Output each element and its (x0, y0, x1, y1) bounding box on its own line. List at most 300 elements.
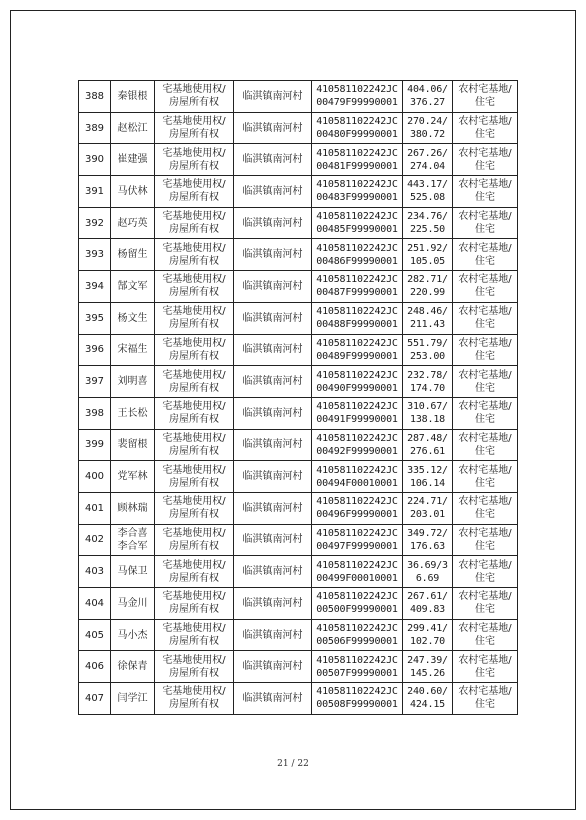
property-unit-code-line: 410581102242JC (316, 179, 398, 191)
land-usage-line: 住宅 (475, 192, 495, 204)
area-values-line: 251.92/ (407, 242, 448, 254)
right-type-line: 房屋所有权 (169, 699, 219, 711)
area-values-cell (403, 366, 453, 398)
area-values-line: 102.70 (410, 636, 445, 648)
area-values-line: 248.46/ (407, 306, 448, 318)
property-unit-code-line: 410581102242JC (316, 369, 398, 381)
land-usage-line: 农村宅基地/ (458, 559, 512, 571)
land-usage-line: 农村宅基地/ (458, 179, 512, 191)
owner-name-cell (111, 429, 155, 461)
right-type-cell (155, 176, 234, 208)
area-values-line: 174.70 (410, 382, 445, 394)
property-unit-code-line: 00500F99990001 (316, 604, 398, 616)
property-unit-code-cell (312, 112, 403, 144)
land-usage-cell (453, 239, 518, 271)
property-unit-code-line: 410581102242JC (316, 686, 398, 698)
land-usage-line: 住宅 (475, 414, 495, 426)
right-type-line: 宅基地使用权/ (162, 306, 226, 318)
table-row (79, 334, 518, 366)
table-row (79, 524, 518, 556)
table-row (79, 461, 518, 493)
location-cell: 临淇镇南河村 (234, 144, 312, 176)
area-values-cell (403, 239, 453, 271)
property-unit-code-line: 00483F99990001 (316, 192, 398, 204)
property-unit-code-cell (312, 556, 403, 588)
land-usage-cell (453, 492, 518, 524)
location-cell: 临淇镇南河村 (234, 271, 312, 303)
right-type-line: 宅基地使用权/ (162, 496, 226, 508)
right-type-line: 房屋所有权 (169, 255, 219, 267)
row-number-cell: 395 (79, 302, 111, 334)
location-cell: 临淇镇南河村 (234, 651, 312, 683)
right-type-line: 房屋所有权 (169, 97, 219, 109)
property-unit-code-line: 410581102242JC (316, 496, 398, 508)
right-type-line: 宅基地使用权/ (162, 147, 226, 159)
property-unit-code-line: 00485F99990001 (316, 224, 398, 236)
location-cell: 临淇镇南河村 (234, 556, 312, 588)
land-usage-line: 住宅 (475, 699, 495, 711)
owner-name-cell (111, 334, 155, 366)
property-unit-code-line: 00488F99990001 (316, 319, 398, 331)
row-number-cell: 390 (79, 144, 111, 176)
area-values-line: 404.06/ (407, 84, 448, 96)
area-values-line: 6.69 (415, 572, 440, 584)
right-type-line: 房屋所有权 (169, 509, 219, 521)
table-row (79, 176, 518, 208)
right-type-line: 房屋所有权 (169, 477, 219, 489)
right-type-line: 宅基地使用权/ (162, 369, 226, 381)
area-values-cell (403, 302, 453, 334)
area-values-line: 234.76/ (407, 211, 448, 223)
table-row (79, 366, 518, 398)
property-unit-code-line: 00499F00010001 (316, 572, 398, 584)
table-row (79, 302, 518, 334)
row-number-cell: 404 (79, 588, 111, 620)
property-registry-table (78, 80, 518, 715)
table-row (79, 207, 518, 239)
land-usage-line: 农村宅基地/ (458, 337, 512, 349)
owner-name-line: 党军林 (117, 471, 148, 483)
land-usage-cell (453, 683, 518, 715)
table-row (79, 429, 518, 461)
area-values-line: 424.15 (410, 699, 445, 711)
area-values-line: 106.14 (410, 477, 445, 489)
land-usage-cell (453, 302, 518, 334)
area-values-cell (403, 112, 453, 144)
right-type-line: 宅基地使用权/ (162, 274, 226, 286)
area-values-cell (403, 207, 453, 239)
land-usage-line: 住宅 (475, 445, 495, 457)
right-type-line: 房屋所有权 (169, 382, 219, 394)
owner-name-line: 赵松江 (117, 122, 148, 134)
property-unit-code-line: 410581102242JC (316, 116, 398, 128)
land-usage-cell (453, 651, 518, 683)
owner-name-line: 马金川 (117, 597, 148, 609)
right-type-line: 房屋所有权 (169, 572, 219, 584)
property-unit-code-line: 410581102242JC (316, 591, 398, 603)
right-type-line: 房屋所有权 (169, 287, 219, 299)
table-row (79, 112, 518, 144)
table-row (79, 651, 518, 683)
right-type-line: 宅基地使用权/ (162, 211, 226, 223)
property-unit-code-cell (312, 683, 403, 715)
land-usage-line: 住宅 (475, 509, 495, 521)
row-number-cell: 407 (79, 683, 111, 715)
property-unit-code-line: 410581102242JC (316, 242, 398, 254)
area-values-line: 409.83 (410, 604, 445, 616)
property-unit-code-cell (312, 651, 403, 683)
area-values-line: 36.69/3 (407, 559, 448, 571)
right-type-cell (155, 524, 234, 556)
area-values-line: 551.79/ (407, 337, 448, 349)
location-cell: 临淇镇南河村 (234, 239, 312, 271)
area-values-line: 335.12/ (407, 464, 448, 476)
property-unit-code-line: 00481F99990001 (316, 160, 398, 172)
owner-name-line: 秦银根 (117, 90, 148, 102)
owner-name-cell (111, 524, 155, 556)
table-row (79, 619, 518, 651)
land-usage-line: 住宅 (475, 636, 495, 648)
row-number-cell: 389 (79, 112, 111, 144)
land-usage-line: 农村宅基地/ (458, 464, 512, 476)
right-type-line: 房屋所有权 (169, 192, 219, 204)
row-number-cell: 392 (79, 207, 111, 239)
land-usage-line: 农村宅基地/ (458, 369, 512, 381)
land-usage-line: 农村宅基地/ (458, 211, 512, 223)
area-values-line: 443.17/ (407, 179, 448, 191)
right-type-line: 房屋所有权 (169, 129, 219, 141)
area-values-line: 247.39/ (407, 654, 448, 666)
land-usage-line: 住宅 (475, 540, 495, 552)
owner-name-cell (111, 366, 155, 398)
area-values-line: 276.61 (410, 445, 445, 457)
land-usage-cell (453, 397, 518, 429)
right-type-cell (155, 588, 234, 620)
area-values-cell (403, 588, 453, 620)
owner-name-cell (111, 144, 155, 176)
owner-name-cell (111, 619, 155, 651)
property-unit-code-cell (312, 397, 403, 429)
area-values-cell (403, 619, 453, 651)
table-row (79, 81, 518, 113)
land-usage-cell (453, 334, 518, 366)
row-number-cell: 391 (79, 176, 111, 208)
row-number-cell: 397 (79, 366, 111, 398)
owner-name-cell (111, 112, 155, 144)
property-unit-code-cell (312, 492, 403, 524)
area-values-line: 145.26 (410, 667, 445, 679)
area-values-line: 232.78/ (407, 369, 448, 381)
area-values-line: 525.08 (410, 192, 445, 204)
property-unit-code-cell (312, 144, 403, 176)
row-number-cell: 393 (79, 239, 111, 271)
land-usage-line: 住宅 (475, 224, 495, 236)
area-values-line: 203.01 (410, 509, 445, 521)
area-values-line: 287.48/ (407, 432, 448, 444)
property-unit-code-cell (312, 588, 403, 620)
area-values-cell (403, 683, 453, 715)
area-values-line: 225.50 (410, 224, 445, 236)
property-unit-code-line: 00507F99990001 (316, 667, 398, 679)
area-values-line: 224.71/ (407, 496, 448, 508)
land-usage-line: 农村宅基地/ (458, 432, 512, 444)
property-unit-code-line: 00490F99990001 (316, 382, 398, 394)
property-unit-code-cell (312, 239, 403, 271)
right-type-cell (155, 81, 234, 113)
owner-name-cell (111, 461, 155, 493)
property-unit-code-cell (312, 461, 403, 493)
area-values-line: 176.63 (410, 540, 445, 552)
area-values-line: 240.60/ (407, 686, 448, 698)
property-unit-code-line: 00491F99990001 (316, 414, 398, 426)
right-type-cell (155, 461, 234, 493)
table-row (79, 144, 518, 176)
land-usage-cell (453, 176, 518, 208)
land-usage-line: 住宅 (475, 160, 495, 172)
right-type-line: 房屋所有权 (169, 224, 219, 236)
area-values-line: 267.26/ (407, 147, 448, 159)
property-unit-code-line: 00506F99990001 (316, 636, 398, 648)
owner-name-cell (111, 683, 155, 715)
right-type-cell (155, 683, 234, 715)
right-type-line: 房屋所有权 (169, 604, 219, 616)
right-type-cell (155, 207, 234, 239)
land-usage-cell (453, 271, 518, 303)
owner-name-line: 闫学江 (117, 692, 148, 704)
property-unit-code-line: 00497F99990001 (316, 540, 398, 552)
location-cell: 临淇镇南河村 (234, 366, 312, 398)
property-unit-code-line: 00508F99990001 (316, 699, 398, 711)
location-cell: 临淇镇南河村 (234, 176, 312, 208)
row-number-cell: 403 (79, 556, 111, 588)
right-type-cell (155, 366, 234, 398)
area-values-line: 274.04 (410, 160, 445, 172)
property-unit-code-cell (312, 271, 403, 303)
right-type-cell (155, 651, 234, 683)
land-usage-line: 农村宅基地/ (458, 84, 512, 96)
area-values-line: 253.00 (410, 350, 445, 362)
land-usage-cell (453, 461, 518, 493)
location-cell: 临淇镇南河村 (234, 112, 312, 144)
area-values-cell (403, 397, 453, 429)
location-cell: 临淇镇南河村 (234, 524, 312, 556)
property-unit-code-line: 410581102242JC (316, 337, 398, 349)
right-type-line: 宅基地使用权/ (162, 337, 226, 349)
property-unit-code-line: 00496F99990001 (316, 509, 398, 521)
right-type-cell (155, 302, 234, 334)
location-cell: 临淇镇南河村 (234, 683, 312, 715)
property-unit-code-line: 00489F99990001 (316, 350, 398, 362)
location-cell: 临淇镇南河村 (234, 334, 312, 366)
owner-name-line: 马伏林 (117, 185, 148, 197)
area-values-cell (403, 144, 453, 176)
right-type-cell (155, 112, 234, 144)
area-values-cell (403, 524, 453, 556)
property-unit-code-line: 410581102242JC (316, 623, 398, 635)
area-values-line: 376.27 (410, 97, 445, 109)
owner-name-line: 李合喜 (117, 527, 148, 539)
land-usage-line: 农村宅基地/ (458, 686, 512, 698)
right-type-line: 宅基地使用权/ (162, 84, 226, 96)
area-values-line: 105.05 (410, 255, 445, 267)
property-unit-code-line: 410581102242JC (316, 654, 398, 666)
area-values-cell (403, 334, 453, 366)
property-unit-code-line: 410581102242JC (316, 274, 398, 286)
land-usage-line: 农村宅基地/ (458, 496, 512, 508)
property-unit-code-line: 410581102242JC (316, 211, 398, 223)
property-unit-code-line: 410581102242JC (316, 559, 398, 571)
land-usage-cell (453, 112, 518, 144)
owner-name-line: 宋福生 (117, 344, 148, 356)
property-unit-code-cell (312, 334, 403, 366)
land-usage-line: 住宅 (475, 319, 495, 331)
land-usage-line: 农村宅基地/ (458, 274, 512, 286)
right-type-cell (155, 271, 234, 303)
right-type-line: 房屋所有权 (169, 350, 219, 362)
owner-name-cell (111, 492, 155, 524)
land-usage-cell (453, 619, 518, 651)
area-values-cell (403, 271, 453, 303)
right-type-cell (155, 334, 234, 366)
land-usage-line: 农村宅基地/ (458, 147, 512, 159)
area-values-cell (403, 81, 453, 113)
row-number-cell: 398 (79, 397, 111, 429)
right-type-cell (155, 556, 234, 588)
right-type-line: 宅基地使用权/ (162, 654, 226, 666)
property-unit-code-line: 410581102242JC (316, 464, 398, 476)
owner-name-line: 刘明喜 (117, 376, 148, 388)
right-type-line: 房屋所有权 (169, 636, 219, 648)
land-usage-line: 住宅 (475, 477, 495, 489)
property-unit-code-line: 410581102242JC (316, 401, 398, 413)
row-number-cell: 399 (79, 429, 111, 461)
table-row (79, 239, 518, 271)
row-number-cell: 396 (79, 334, 111, 366)
right-type-line: 房屋所有权 (169, 414, 219, 426)
property-unit-code-cell (312, 429, 403, 461)
land-usage-line: 农村宅基地/ (458, 242, 512, 254)
owner-name-cell (111, 397, 155, 429)
owner-name-line: 赵巧英 (117, 217, 148, 229)
owner-name-cell (111, 207, 155, 239)
right-type-line: 房屋所有权 (169, 445, 219, 457)
table-row (79, 492, 518, 524)
owner-name-cell (111, 651, 155, 683)
owner-name-line: 郜文军 (117, 280, 148, 292)
registry-table-body (79, 81, 518, 715)
property-unit-code-line: 00492F99990001 (316, 445, 398, 457)
right-type-line: 宅基地使用权/ (162, 591, 226, 603)
right-type-line: 宅基地使用权/ (162, 432, 226, 444)
table-row (79, 556, 518, 588)
right-type-line: 房屋所有权 (169, 319, 219, 331)
property-unit-code-line: 410581102242JC (316, 306, 398, 318)
owner-name-cell (111, 556, 155, 588)
area-values-cell (403, 556, 453, 588)
row-number-cell: 405 (79, 619, 111, 651)
owner-name-cell (111, 302, 155, 334)
land-usage-cell (453, 429, 518, 461)
property-unit-code-line: 00480F99990001 (316, 129, 398, 141)
owner-name-line: 马保卫 (117, 566, 148, 578)
area-values-line: 220.99 (410, 287, 445, 299)
location-cell: 临淇镇南河村 (234, 619, 312, 651)
property-unit-code-cell (312, 524, 403, 556)
land-usage-line: 农村宅基地/ (458, 401, 512, 413)
property-unit-code-line: 410581102242JC (316, 84, 398, 96)
land-usage-line: 农村宅基地/ (458, 623, 512, 635)
location-cell: 临淇镇南河村 (234, 302, 312, 334)
property-unit-code-line: 410581102242JC (316, 432, 398, 444)
right-type-cell (155, 492, 234, 524)
right-type-line: 宅基地使用权/ (162, 623, 226, 635)
property-unit-code-line: 00487F99990001 (316, 287, 398, 299)
owner-name-cell (111, 81, 155, 113)
right-type-cell (155, 239, 234, 271)
property-unit-code-line: 00486F99990001 (316, 255, 398, 267)
right-type-line: 宅基地使用权/ (162, 401, 226, 413)
row-number-cell: 402 (79, 524, 111, 556)
area-values-cell (403, 461, 453, 493)
property-unit-code-cell (312, 207, 403, 239)
land-usage-line: 住宅 (475, 255, 495, 267)
property-unit-code-line: 410581102242JC (316, 147, 398, 159)
area-values-cell (403, 651, 453, 683)
right-type-cell (155, 144, 234, 176)
owner-name-line: 杨文生 (117, 312, 148, 324)
location-cell: 临淇镇南河村 (234, 397, 312, 429)
right-type-line: 宅基地使用权/ (162, 242, 226, 254)
right-type-line: 宅基地使用权/ (162, 464, 226, 476)
area-values-line: 380.72 (410, 129, 445, 141)
right-type-line: 宅基地使用权/ (162, 686, 226, 698)
area-values-line: 310.67/ (407, 401, 448, 413)
right-type-line: 房屋所有权 (169, 667, 219, 679)
land-usage-line: 住宅 (475, 129, 495, 141)
area-values-line: 138.18 (410, 414, 445, 426)
area-values-cell (403, 492, 453, 524)
land-usage-line: 农村宅基地/ (458, 527, 512, 539)
right-type-cell (155, 619, 234, 651)
property-unit-code-cell (312, 81, 403, 113)
right-type-line: 宅基地使用权/ (162, 179, 226, 191)
location-cell: 临淇镇南河村 (234, 429, 312, 461)
land-usage-cell (453, 556, 518, 588)
owner-name-line: 徐保青 (117, 661, 148, 673)
area-values-line: 211.43 (410, 319, 445, 331)
location-cell: 临淇镇南河村 (234, 81, 312, 113)
row-number-cell: 394 (79, 271, 111, 303)
location-cell: 临淇镇南河村 (234, 461, 312, 493)
land-usage-cell (453, 144, 518, 176)
owner-name-line: 王长松 (117, 407, 148, 419)
owner-name-line: 崔建强 (117, 154, 148, 166)
land-usage-line: 住宅 (475, 350, 495, 362)
owner-name-line: 杨留生 (117, 249, 148, 261)
area-values-cell (403, 176, 453, 208)
land-usage-cell (453, 524, 518, 556)
land-usage-cell (453, 588, 518, 620)
right-type-cell (155, 397, 234, 429)
property-unit-code-cell (312, 302, 403, 334)
land-usage-line: 农村宅基地/ (458, 654, 512, 666)
area-values-line: 282.71/ (407, 274, 448, 286)
owner-name-cell (111, 271, 155, 303)
owner-name-line: 马小杰 (117, 629, 148, 641)
table-row (79, 271, 518, 303)
property-unit-code-cell (312, 619, 403, 651)
property-unit-code-cell (312, 176, 403, 208)
